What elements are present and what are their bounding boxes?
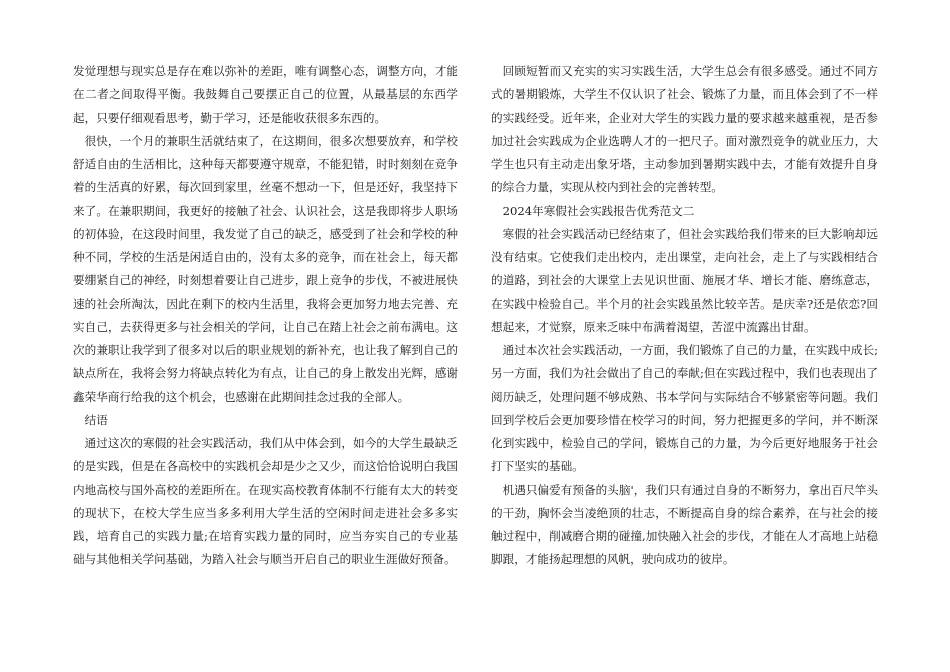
paragraph: 机遇只偏爱有预备的头脑'，我们只有通过自身的不断努力，拿出百尺竿头的干劲，胸怀会当凌绝顶的壮志，不断提高自身的综合素养，在与社会的接触过程中，削减磨合期的碰撞,加快融入社会的步伐，才能在人才高地上站稳脚跟，才能扬起理想的风帆，驶向成功的彼岸。: [491, 482, 878, 567]
section-heading-sample-two: 2024年寒假社会实践报告优秀范文二: [502, 203, 695, 218]
right-column: [491, 60, 878, 572]
left-column: [73, 60, 458, 572]
paragraph: 寒假的社会实践活动已经结束了，但社会实践给我们带来的巨大影响却远没有结束。它使我们走出校内，走出课堂，走向社会，走上了与实践相结合的道路，到社会的大课堂上去见识世面、施展才华、增长才能、磨练意志，在实践中检验自己。半个月的社会实践虽然比较辛苦。是庆幸?还是依恋?回想起来，才觉察，原来乏味中布满着渴望，苦涩中流露出甘甜。: [491, 226, 878, 334]
section-heading-conclusion: 结语: [84, 412, 108, 427]
paragraph: 回顾短暂而又充实的实习实践生活，大学生总会有很多感受。通过不同方式的暑期锻炼，大学生不仅认识了社会、锻炼了力量，而且体会到了不一样的实践经受。近年来，企业对大学生的实践力量的要求越来越重视，是否参加过社会实践成为企业选聘人才的一把尺子。面对激烈竞争的就业压力，大学生也只有主动走出象牙塔，主动参加到暑期实践中去，才能有效提升自身的综合力量，实现从校内到社会的完善转型。: [491, 64, 878, 195]
paragraph: 很快，一个月的兼职生活就结束了，在这期间，很多次想要放弃，和学校舒适自由的生活相比，这种每天都要遵守规章，不能犯错，时时刻刻在竞争着的生活真的好累，每次回到家里，丝毫不想动一下，但是还好，我坚持下来了。在兼职期间，我更好的接触了社会、认识社会，这是我即将步人职场的初体验，在这段时间里，我发觉了自己的缺乏，感受到了社会和学校的种种不同，学校的生活是闲适自由的，没有太多的竞争，而在社会上，每天都要绷紧自己的神经，时刻想着要让自己进步，跟上竞争的步伐，不被进展快速的社会所淘汰，因此在剩下的校内生活里，我将会更加努力地去完善、充实自己，去获得更多与社会相关的学问，让自己在踏上社会之前布满电。这次的兼职让我学到了很多对以后的职业规划的新补充，也让我了解到自己的缺点所在，我将会努力将缺点转化为有点，让自己的身上散发出光辉，感谢鑫荣华商行给我的这个机会，也感谢在此期间挂念过我的全部人。: [73, 133, 458, 404]
paragraph: 通过这次的寒假的社会实践活动，我们从中体会到，如今的大学生最缺乏的是实践，但是在各高校中的实践机会却是少之又少，而这恰恰说明白我国内地高校与国外高校的差距所在。在现实高校教育体制不行能有太大的转变的现状下，在校大学生应当多多利用大学生活的空闲时间走进社会多多实践，培育自己的实践力量;在培育实践力量的同时，应当夯实自己的专业基础与其他相关学问基础，为踏入社会与顺当开启自己的职业生涯做好预备。: [73, 436, 458, 567]
paragraph: 发觉理想与现实总是存在难以弥补的差距，唯有调整心态，调整方向，才能在二者之间取得平衡。我鼓舞自己要摆正自己的位置，从最基层的东西学起，只要仔细观看思考，勤于学习，还是能收获很多东西的。: [73, 64, 458, 125]
paragraph: 通过本次社会实践活动，一方面，我们锻炼了自己的力量，在实践中成长;另一方面，我们为社会做出了自己的奉献;但在实践过程中，我们也表现出了阅历缺乏，处理问题不够成熟、书本学问与实际结合不够紧密等问题。我们回到学校后会更加要珍惜在校学习的时间，努力把握更多的学问，并不断深化到实践中，检验自己的学问，锻炼自己的力量，为今后更好地服务于社会打下坚实的基础。: [491, 343, 878, 474]
